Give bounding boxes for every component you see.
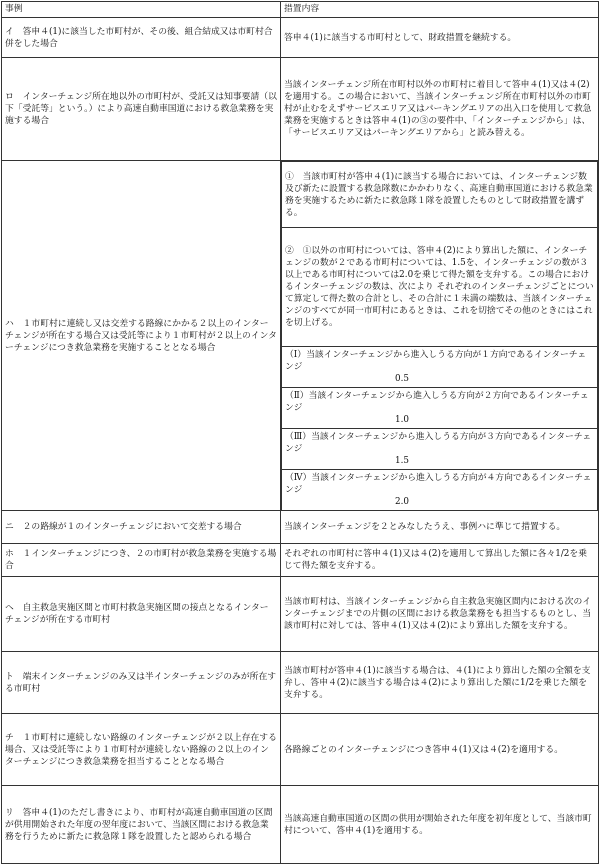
measure-ha-subitem-4 [282,470,598,511]
case-ri: リ 答申４(1)のただし書きにより、市町村が高速自動車国道の区間が供用開始された年度の翌年度において、当該区間における救急業務を行うために新たに救急隊１隊を設置したと認められる場合 [2,786,281,864]
measure-ha-subitem-1 [282,347,598,388]
subitem-4-value: 2.0 [395,497,409,507]
table-row [2,58,599,161]
case-he: ヘ 自主救急実施区間と市町村救急実施区間の接点となるインターチェンジが所在する市町村 [2,577,281,652]
table-row [2,161,599,511]
measures-table [1,1,599,864]
header-measure: 措置内容 [281,2,599,18]
case-ni: ニ ２の路線が１のインターチェンジにおいて交差する場合 [2,511,281,544]
measure-ha-item1: ① 当該市町村が答申４(1)に該当する場合においては、インターチェンジ数及び新たに設置する救急隊数にかかわりなく、高速自動車国道における救急業務を実施するために新たに救急隊１隊を設置したものとして財政措置を講ずる。 [282,162,598,228]
table-row [2,577,599,652]
measure-ha-subtable [281,161,598,510]
case-to: ト 端末インターチェンジのみ又は半インターチェンジのみが所在する市町村 [2,652,281,714]
case-ho: ホ １インターチェンジにつき、２の市町村が救急業務を実施する場合 [2,544,281,577]
case-ha: ハ １市町村に連続し又は交差する路線にかかる２以上のインターチェンジが所在する場合又は受託等により１市町村が２以上のインターチェンジにつき救急業務を実施することとなる場合 [2,161,281,511]
case-chi: チ １市町村に連続しない路線のインターチェンジが２以上存在する場合、又は受託等により１市町村が連続しない路線の２以上のインターチェンジにつき救急業務を担当することとなる場合 [2,714,281,786]
subitem-1-text: （Ⅰ）当該インターチェンジから進入しうる方向が１方向であるインターチェンジ [285,350,587,372]
measure-ha-subitem-2 [282,388,598,429]
measure-ro: 当該インターチェンジ所在市町村以外の市町村に着目して答申４(1)又は４(2)を適用する。この場合において、当該インターチェンジ所在市町村以外の市町村が止むをえずサービスエリア又はパーキングエリアの出入口を使用して救急業務を実施するときは答申４(1)の③の要件中、「インターチェンジから」は、「サービスエリア又はパーキングエリアから」と読み替える。 [281,58,599,161]
table-row [2,714,599,786]
measure-he: 当該市町村は、当該インターチェンジから自主救急実施区間内における次のインターチェンジまでの片側の区間における救急業務をも担当するものとし、当該市町村に対しては、答申４(1)又は４(2)により算出した額を支弁する。 [281,577,599,652]
measure-chi: 各路線ごとのインターチェンジにつき答申４(1)又は４(2)を適用する。 [281,714,599,786]
table-row [2,544,599,577]
measure-ho: それぞれの市町村に答申４(1)又は４(2)を適用して算出した額に各々1/2を乗じて得た額を支弁する。 [281,544,599,577]
subitem-3-text: （Ⅲ）当該インターチェンジから進入しうる方向が３方向であるインターチェンジ [285,432,592,454]
measure-ha [281,161,599,511]
measure-ha-subitem-3 [282,429,598,470]
table-row [2,511,599,544]
subitem-2-text: （Ⅱ）当該インターチェンジから進入しうる方向が２方向であるインターチェンジ [285,391,589,413]
subitem-1-value: 0.5 [395,374,409,384]
measure-ni: 当該インターチェンジを２とみなしたうえ、事例ハに準じて措置する。 [281,511,599,544]
measure-i: 答申４(1)に該当する市町村として、財政措置を継続する。 [281,18,599,58]
header-case: 事例 [2,2,281,18]
table-header-row [2,2,599,18]
subitem-4-text: （Ⅳ）当該インターチェンジから進入しうる方向が４方向であるインターチェンジ [285,473,592,495]
table-row [2,652,599,714]
measure-ha-item2: ② ①以外の市町村については、答申４(2)により算出した額に、インターチェンジの数が２である市町村については、1.5を、インターチェンジの数が３以上である市町村については2.0を乗じて得た額を支弁する。この場合におけるインターチェンジの数は、次により それぞれのインターチェンジごとについて算定して得た数の合計とし、その合計に１未満の端数は、当該インターチェンジのすべてが同一市町村にあるときは、これを切捨てその他のときにはこれを切上げる。 [282,228,598,347]
case-i: イ 答申４(1)に該当した市町村が、その後、組合結成又は市町村合併をした場合 [2,18,281,58]
table-row [2,786,599,864]
case-ro: ロ インターチェンジ所在地以外の市町村が、受託又は知事要請（以下「受託等」という。）により高速自動車国道における救急業務を実施する場合 [2,58,281,161]
subitem-3-value: 1.5 [395,456,409,466]
measure-ri: 当該高速自動車国道の区間の供用が開始された年度を初年度として、当該市町村について、答申４(1)を適用する。 [281,786,599,864]
table-row [2,18,599,58]
subitem-2-value: 1.0 [395,415,409,425]
measure-to: 当該市町村が答申４(1)に該当する場合は、４(1)により算出した額の全額を支弁し、答申４(2)に該当する場合は４(2)により算出した額に1/2を乗じた額を支弁する。 [281,652,599,714]
